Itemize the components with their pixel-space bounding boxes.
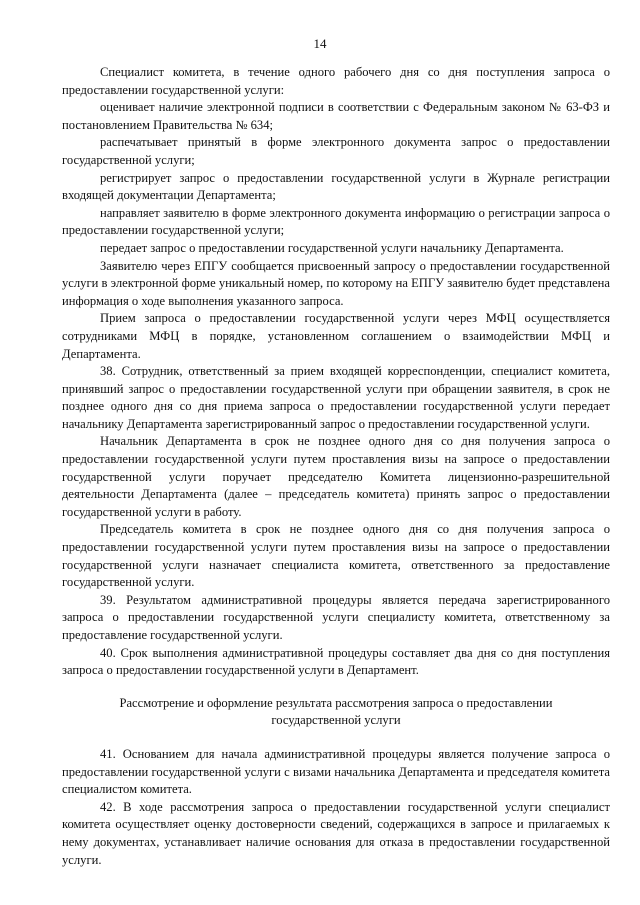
paragraph: оценивает наличие электронной подписи в соответствии с Федеральным законом № 63-ФЗ и постановлением Правительства № 634; <box>62 100 610 132</box>
paragraph-40: 40. Срок выполнения административной процедуры составляет два дня со дня поступления запроса о предоставлении государственной услуги в Департамент. <box>62 645 610 678</box>
page-number: 14 <box>313 36 327 51</box>
paragraph-38: 38. Сотрудник, ответственный за прием входящей корреспонденции, специалист комитета, принявший запрос о предоставлении государственной услуги при обращении заявителя, в срок не позднее одного дня со дня приема запроса о предоставлении государственной услуги передает начальнику Департамента зарегистрированный запрос о предоставлении государственной услуги. <box>62 364 610 431</box>
paragraph: передает запрос о предоставлении государственной услуги начальнику Департамента. <box>100 240 564 255</box>
paragraph: регистрирует запрос о предоставлении государственной услуги в Журнале регистрации входящей документации Департамента; <box>62 170 610 203</box>
paragraph: направляет заявителю в форме электронного документа информацию о регистрации запроса о предоставлении государственной услуги; <box>62 205 610 238</box>
document-body <box>62 64 610 869</box>
paragraph-39: 39. Результатом административной процедуры является передача зарегистрированного запроса о предоставлении государственной услуги специалисту комитета, ответственному за предоставление государственной услуги. <box>62 592 610 642</box>
paragraph: Прием запроса о предоставлении государственной услуги через МФЦ осуществляется сотрудниками МФЦ в порядке, установленном соглашением о взаимодействии МФЦ и Департамента. <box>62 311 610 361</box>
section-heading: Рассмотрение и оформление результата рассмотрения запроса о предоставлении государственной услуги <box>119 695 553 728</box>
paragraph-41: 41. Основанием для начала административной процедуры является получение запроса о предоставлении государственной услуги с визами начальника Департамента и председателя комитета специалистом комитета. <box>62 746 610 797</box>
paragraph: Заявителю через ЕПГУ сообщается присвоенный запросу о предоставлении государственной услуги в электронной форме уникальный номер, по которому на ЕПГУ заявителю будет представлена информация о ходе выполнения указанного запроса. <box>62 258 610 308</box>
paragraph: Председатель комитета в срок не позднее одного дня со дня получения запроса о предоставлении государственной услуги путем проставления визы на запросе о предоставлении государственной услуги назначает специалиста комитета, ответственного за предоставление государственной услуги. <box>62 522 610 590</box>
paragraph: Начальник Департамента в срок не позднее одного дня со дня получения запроса о предоставлении государственной услуги путем проставления визы на запросе о предоставлении государственной услуги поручает председателю Комитета лицензионно-разрешительной деятельности Департамента (далее – председатель комитета) принять запрос о предоставлении государственной услуги в работу. <box>62 434 610 519</box>
paragraph: распечатывает принятый в форме электронного документа запрос о предоставлении государственной услуги; <box>62 135 610 167</box>
paragraph: Специалист комитета, в течение одного рабочего дня со дня поступления запроса о предоставлении государственной услуги: <box>62 65 610 97</box>
paragraph-42: 42. В ходе рассмотрения запроса о предоставлении государственной услуги специалист комитета осуществляет оценку достоверности сведений, содержащихся в запросе и прилагаемых к нему документах, устанавливает наличие основания для отказа в предоставлении государственной услуги. <box>62 799 610 867</box>
